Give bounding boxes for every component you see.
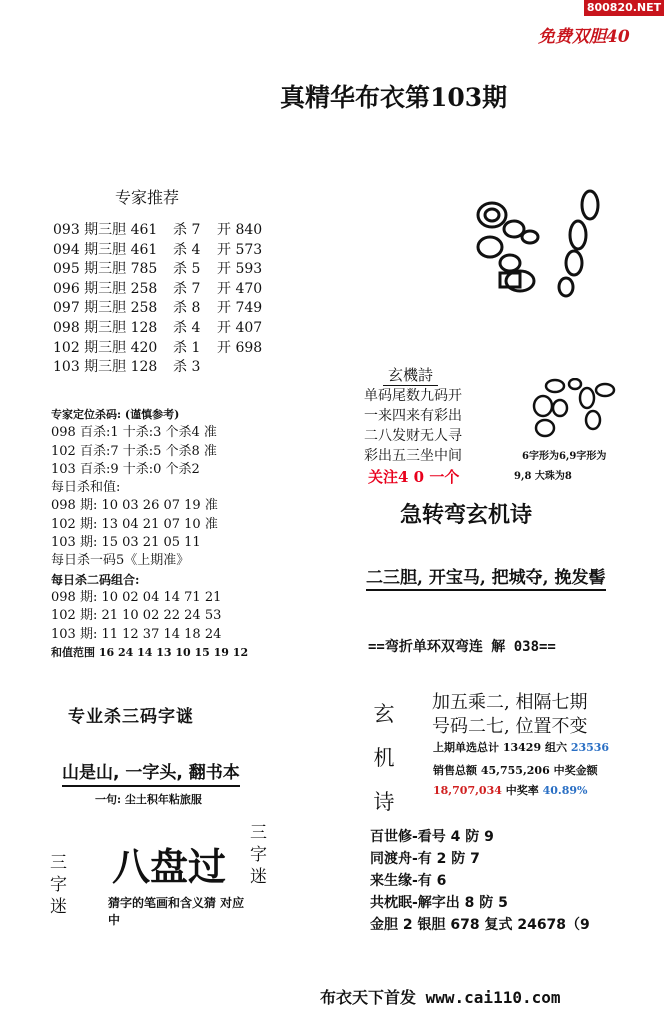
prediction-period: 094 期三胆 461 [53, 241, 158, 258]
tips-list [370, 826, 590, 936]
stats-line [433, 782, 587, 798]
prediction-row [53, 339, 262, 359]
prediction-kill: 杀 8 [173, 300, 201, 317]
riddle-answer-line: ==弯折单环双弯连 解 038== [368, 639, 556, 655]
side-label-left: 三字迷 [50, 853, 67, 917]
combo-line: 102 期: 21 10 02 22 24 53 [51, 608, 222, 624]
prediction-kill: 杀 4 [173, 319, 201, 336]
xuanji-line: 加五乘二, 相隔七期 [432, 692, 588, 713]
position-kill-section [51, 406, 248, 662]
prediction-list [53, 221, 262, 378]
stats-label: 中奖金额 [553, 764, 598, 777]
prediction-row [53, 319, 262, 339]
bead-figure-small-icon [525, 378, 620, 440]
prediction-open: 开 593 [217, 261, 263, 278]
image-note: 6字形为6,9字形为 [522, 451, 607, 462]
expert-heading: 专家推荐 [115, 188, 180, 207]
riddle-big-char: 八盘过 [112, 845, 227, 889]
tip-line: 共枕眠-解字出 8 防 5 [370, 895, 508, 911]
prediction-row [53, 299, 262, 319]
riddle-heading: 专业杀三码字谜 [68, 707, 194, 727]
tip-line: 来生缘-有 6 [370, 873, 447, 889]
poem-lines [364, 386, 462, 466]
footer-text: 布衣天下首发 www.cai110.com [320, 988, 561, 1007]
sum-range-line: 和值范围 16 24 14 13 10 15 19 12 [51, 645, 249, 659]
stats-value: 23536 [570, 741, 610, 754]
prediction-row [53, 358, 262, 378]
position-kill-line: 098 百杀:1 十杀:3 个杀4 准 [51, 425, 217, 441]
daily-sum-line: 103 期: 15 03 21 05 11 [51, 535, 201, 551]
prediction-open: 开 749 [217, 300, 263, 317]
riddle-poem-line: 二三胆, 开宝马, 把城夺, 挽发髻 [366, 563, 606, 591]
side-label-right: 三字迷 [250, 823, 267, 887]
site-badge: 800820.NET [584, 0, 664, 16]
prediction-row [53, 221, 262, 241]
prediction-open: 开 840 [217, 222, 263, 238]
poem-line: 一来四来有彩出 [364, 408, 462, 424]
prediction-period: 096 期三胆 258 [53, 280, 158, 297]
prediction-open: 开 407 [217, 319, 263, 336]
tip-line: 金胆 2 银胆 678 复式 24678（9 [370, 917, 590, 933]
prediction-open: 开 470 [217, 280, 263, 297]
poem-line: 单码尾数九码开 [364, 388, 462, 404]
prediction-kill: 杀 7 [173, 222, 201, 238]
stats-value: 40.89% [542, 784, 588, 797]
prediction-open: 开 698 [217, 339, 263, 356]
prediction-row [53, 260, 262, 280]
page-title: 真精华布衣第103期 [280, 83, 508, 112]
poem-heading: 玄機詩 [383, 364, 438, 386]
position-kill-line: 102 百杀:7 十杀:5 个杀8 准 [51, 443, 217, 459]
prediction-kill: 杀 4 [173, 241, 201, 258]
stats-value: 13429 [502, 741, 542, 754]
prediction-row [53, 280, 262, 300]
prediction-kill: 杀 1 [173, 339, 201, 356]
riddle-line: 山是山, 一字头, 翻书本 [62, 758, 240, 787]
position-kill-heading: 专家定位杀码: (谨慎参考) [51, 408, 180, 421]
daily-sum-heading: 每日杀和值: [51, 480, 121, 496]
poem-line: 二八发财无人寻 [364, 428, 462, 444]
prediction-period: 093 期三胆 461 [53, 222, 158, 238]
tip-line: 百世修-看号 4 防 9 [370, 829, 494, 845]
poem-line: 彩出五三坐中间 [364, 448, 462, 464]
xuanji-label: 玄机诗 [373, 702, 395, 814]
stats-label: 组六 [544, 741, 567, 754]
stats-label: 销售总额 [433, 764, 477, 777]
riddle-hint: 一句: 尘土积年粘旅服 [95, 793, 202, 806]
daily-sum-line: 098 期: 10 03 26 07 19 准 [51, 498, 218, 514]
combo-line: 098 期: 10 02 04 14 71 21 [51, 589, 222, 605]
poem-focus: 关注4 0 一个 [368, 468, 460, 486]
riddle-poem-heading: 急转弯玄机诗 [400, 503, 533, 528]
xuanji-line: 号码二七, 位置不变 [432, 716, 588, 737]
image-note: 9,8 大珠为8 [514, 471, 572, 482]
stats-line [433, 762, 598, 778]
prediction-kill: 杀 3 [173, 359, 201, 376]
prediction-period: 098 期三胆 128 [53, 319, 158, 336]
position-kill-line: 103 百杀:9 十杀:0 个杀2 [51, 461, 200, 477]
prediction-period: 102 期三胆 420 [53, 339, 158, 356]
stats-label: 中奖率 [505, 784, 539, 797]
stats-value: 45,755,206 [480, 764, 550, 777]
prediction-open: 开 573 [217, 241, 263, 258]
kill-one-line: 每日杀一码5《上期准》 [51, 553, 190, 569]
combo-heading: 每日杀二码组合: [51, 572, 140, 587]
combo-line: 103 期: 11 12 37 14 18 24 [51, 626, 222, 642]
riddle-note: 猜字的笔画和含义猜 对应中 [108, 896, 245, 927]
prediction-period: 103 期三胆 128 [53, 359, 158, 376]
prediction-period: 097 期三胆 258 [53, 300, 158, 317]
prediction-period: 095 期三胆 785 [53, 261, 158, 278]
prediction-row [53, 241, 262, 261]
stats-value: 18,707,034 [433, 784, 502, 797]
daily-sum-line: 102 期: 13 04 21 07 10 准 [51, 516, 218, 532]
tip-line: 同渡舟-有 2 防 7 [370, 851, 480, 867]
prediction-kill: 杀 7 [173, 280, 201, 297]
prediction-kill: 杀 5 [173, 261, 201, 278]
stats-line [433, 739, 609, 755]
free-tag: 免费双胆40 [538, 27, 630, 47]
stats-label: 上期单选总计 [433, 741, 499, 754]
bead-figure-icon [470, 185, 615, 300]
